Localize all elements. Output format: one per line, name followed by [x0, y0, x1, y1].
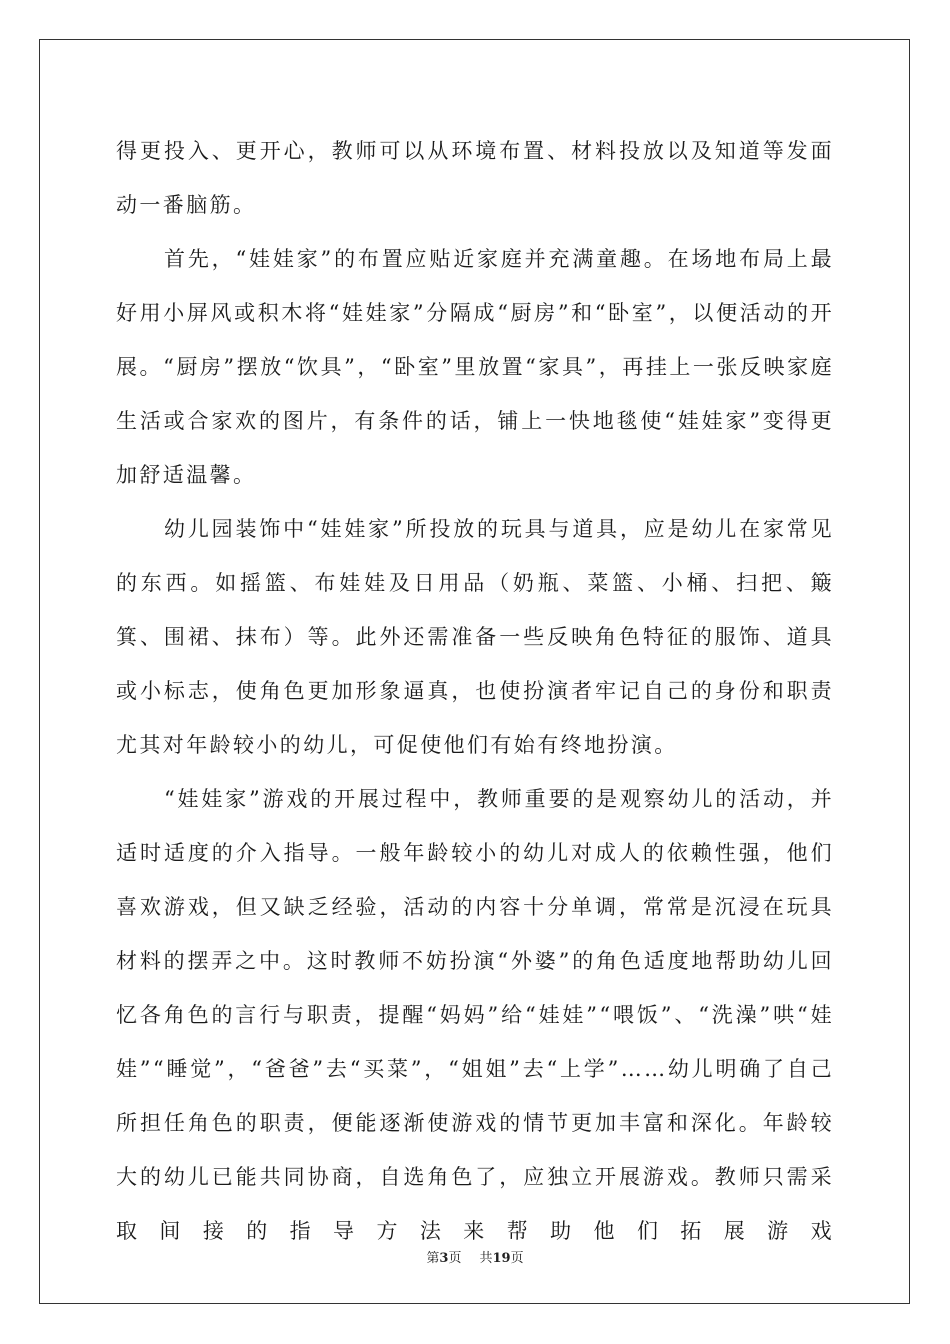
current-page: 3: [439, 1251, 449, 1266]
paragraph-continuation: 得更投入、更开心，教师可以从环境布置、材料投放以及知道等发面动一番脑筋。: [116, 139, 834, 217]
page-prefix: 第: [426, 1251, 440, 1266]
page-suffix: 页: [448, 1251, 462, 1266]
total-prefix: 共: [479, 1251, 493, 1266]
page-footer: [0, 1247, 950, 1266]
paragraph-toys: 幼儿园装饰中“娃娃家”所投放的玩具与道具，应是幼儿在家常见的东西。如摇篮、布娃娃及日用品（奶瓶、菜篮、小桶、扫把、簸箕、围裙、抹布）等。此外还需准备一些反映角色特征的服饰、道具或小标志，使角色更加形象逼真，也使扮演者牢记自己的身份和职责尤其对年龄较小的幼儿，可促使他们有始有终地扮演。: [116, 517, 834, 757]
document-body: [116, 124, 834, 1258]
total-suffix: 页: [510, 1251, 524, 1266]
paragraph-guidance: “娃娃家”游戏的开展过程中，教师重要的是观察幼儿的活动，并适时适度的介入指导。一般年龄较小的幼儿对成人的依赖性强，他们喜欢游戏，但又缺乏经验，活动的内容十分单调，常常是沉浸在玩具材料的摆弄之中。这时教师不妨扮演“外婆”的角色适度地帮助幼儿回忆各角色的言行与职责，提醒“妈妈”给“娃娃”“喂饭”、“洗澡”哄“娃娃”“睡觉”，“爸爸”去“买菜”，“姐姐”去“上学”……幼儿明确了自己所担任角色的职责，便能逐渐使游戏的情节更加丰富和深化。年龄较大的幼儿已能共同协商，自选角色了，应独立开展游戏。教师只需采取间接的指导方法来帮助他们拓展游戏: [116, 787, 834, 1243]
total-pages: 19: [492, 1251, 511, 1266]
paragraph-layout: 首先，“娃娃家”的布置应贴近家庭并充满童趣。在场地布局上最好用小屏风或积木将“娃娃家”分隔成“厨房”和“卧室”，以便活动的开展。“厨房”摆放“饮具”，“卧室”里放置“家具”，再挂上一张反映家庭生活或合家欢的图片，有条件的话，铺上一快地毯使“娃娃家”变得更加舒适温馨。: [116, 247, 834, 487]
page-number: [426, 1247, 461, 1266]
page-total: [479, 1247, 523, 1266]
